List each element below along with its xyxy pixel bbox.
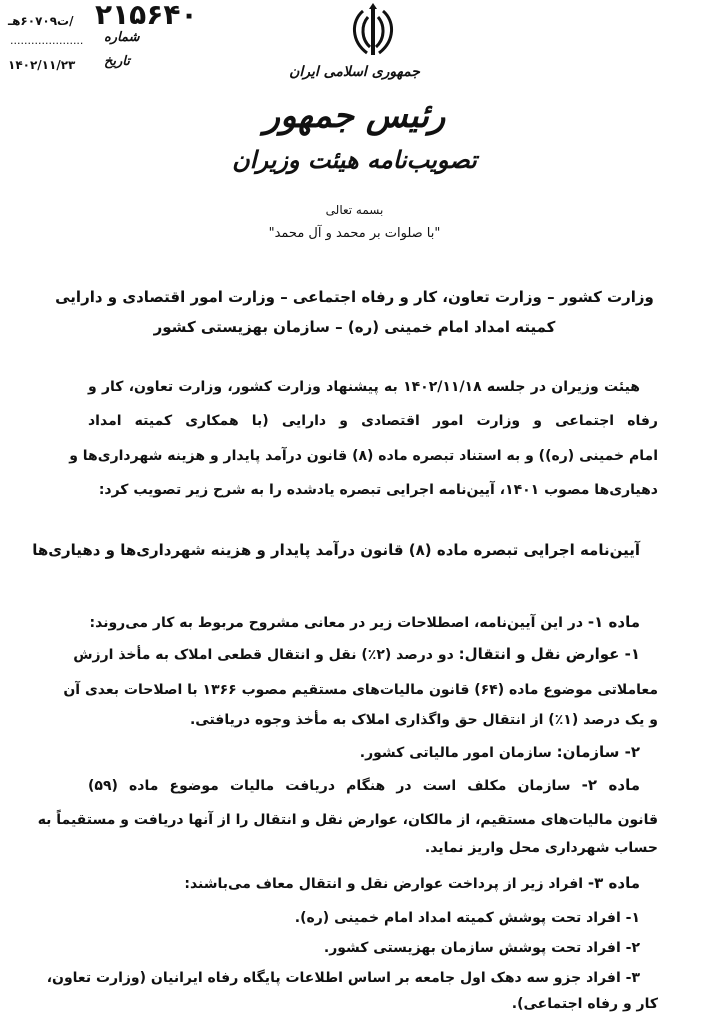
article-3-intro xyxy=(184,873,640,894)
preamble-line: دهیاری‌ها مصوب ۱۴۰۱، آیین‌نامه اجرایی تبصره یادشده را به شرح زیر تصویب کرد: xyxy=(98,482,658,498)
document-type: تصویب‌نامه هیئت وزیران xyxy=(232,146,477,174)
article-2-line xyxy=(88,775,640,796)
article-1-intro xyxy=(90,612,640,633)
article-2-line: حساب شهرداری محل واریز نماید. xyxy=(424,840,658,856)
reference-number: /ت۶۰۷۰۹هـ xyxy=(8,14,74,28)
invocation-line-2: "با صلوات بر محمد و آل محمد" xyxy=(268,226,441,241)
article-2-line: قانون مالیات‌های مستقیم، از مالکان، عوارض نقل و انتقال را از آنها دریافت و مستقیماً به xyxy=(37,812,658,828)
article-1-intro-text: در این آیین‌نامه، اصطلاحات زیر در معانی مشروح مربوط به کار می‌روند: xyxy=(89,615,588,631)
article-2-text: سازمان مکلف است در هنگام دریافت مالیات موضوع ماده (۵۹) xyxy=(88,778,582,794)
article-1-item-2 xyxy=(360,742,640,763)
addressees-line-2: کمیته امداد امام خمینی (ره) – سازمان بهزیستی کشور xyxy=(153,318,556,336)
preamble-line: رفاه اجتماعی و وزارت امور اقتصادی و دارایی (با همکاری کمیته امداد xyxy=(88,413,658,429)
bylaw-heading: آیین‌نامه اجرایی تبصره ماده (۸) قانون درآمد پایدار و هزینه شهرداری‌ها و دهیاری‌ها xyxy=(32,541,640,559)
addressees-line-1: وزارت کشور – وزارت تعاون، کار و رفاه اجتماعی – وزارت امور اقتصادی و دارایی xyxy=(55,288,654,306)
office-title: رئیس جمهور xyxy=(263,96,446,136)
article-1-item-1-text: دو درصد (۲٪) نقل و انتقال قطعی املاک به مأخذ ارزش xyxy=(73,647,459,663)
date-value: ۱۴۰۲/۱۱/۲۳ xyxy=(8,58,76,72)
article-3-item: ۱- افراد تحت پوشش کمیته امداد امام خمینی (ره). xyxy=(294,910,640,926)
preamble-line: امام خمینی (ره)) و به استناد تبصره ماده (۸) قانون درآمد پایدار و هزینه شهرداری‌ها و xyxy=(69,448,658,464)
number-label: شماره xyxy=(104,30,140,45)
iran-emblem-icon xyxy=(349,3,397,59)
article-3-item: کار و رفاه اجتماعی). xyxy=(511,996,658,1012)
article-1-label: ماده ۱- xyxy=(587,613,640,631)
article-2-label: ماده ۲- xyxy=(581,776,640,794)
article-1-item-1-label: ۱- عوارض نقل و انتقال: xyxy=(458,645,640,663)
serial-number: ۲۱۵۶۴۰ xyxy=(95,0,198,31)
date-label: تاریخ xyxy=(104,54,130,69)
article-3-intro-text: افراد زیر از پرداخت عوارض نقل و انتقال معاف می‌باشند: xyxy=(184,876,588,892)
number-value: ..................... xyxy=(10,34,84,47)
article-1-item-2-text: سازمان امور مالیاتی کشور. xyxy=(359,745,557,761)
article-1-item-1 xyxy=(73,644,640,665)
article-3-item: ۲- افراد تحت پوشش سازمان بهزیستی کشور. xyxy=(323,940,640,956)
article-1-item-2-label: ۲- سازمان: xyxy=(556,743,640,761)
article-1-item-1-line: و یک درصد (۱٪) از انتقال حق واگذاری املاک به مأخذ وجوه دریافتی. xyxy=(189,712,658,728)
country-name: جمهوری اسلامی ایران xyxy=(289,64,420,80)
preamble-line: هیئت وزیران در جلسه ۱۴۰۲/۱۱/۱۸ به پیشنهاد وزارت کشور، وزارت تعاون، کار و xyxy=(88,379,640,395)
article-3-label: ماده ۳- xyxy=(587,874,640,892)
invocation-line-1: بسمه تعالی xyxy=(325,203,384,217)
article-3-item: ۳- افراد جزو سه دهک اول جامعه بر اساس اطلاعات پایگاه رفاه ایرانیان (وزارت تعاون، xyxy=(46,970,640,986)
article-1-item-1-line: معاملاتی موضوع ماده (۶۴) قانون مالیات‌های مستقیم مصوب ۱۳۶۶ با اصلاحات بعدی آن xyxy=(63,682,658,698)
